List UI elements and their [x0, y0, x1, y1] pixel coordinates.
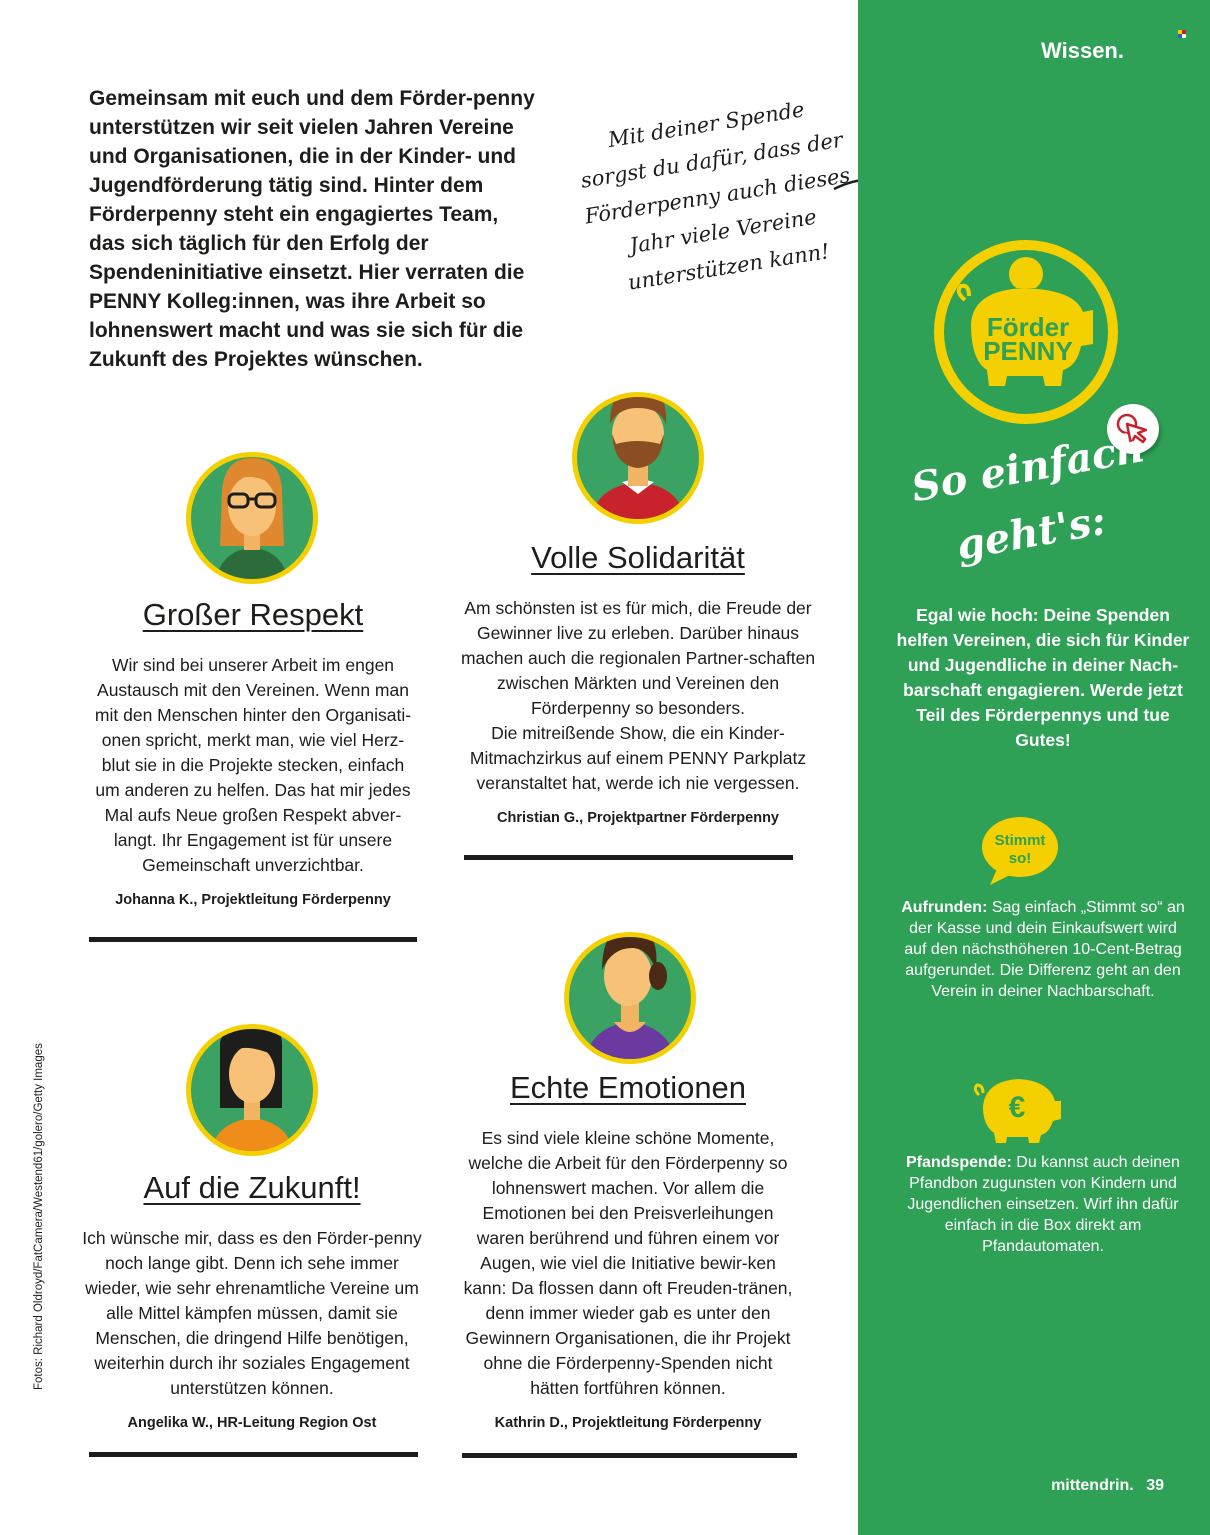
block-solidaritaet-body-1: Am schönsten ist es für mich, die Freude der Gewinner live zu erleben. Darüber hinaus machen auch die regionalen Partner-schaften zwischen Märkten und Vereinen den Förderpenny so besonders. — [460, 598, 816, 718]
block-zukunft-signature: Angelika W., HR-Leitung Region Ost — [127, 1415, 377, 1431]
logo-text-line1: Förder — [986, 312, 1070, 342]
intro-paragraph: Gemeinsam mit euch und dem Förder-penny unterstützen wir seit vielen Jahren Vereine und Organisationen, die in der Kinder- und Jugendförderung tätig sind. Hinter dem Förderpenny steht ein engagiertes Team, das sich täglich für den Erfolg der Spendeninitiative einsetzt. Hier verraten die PENNY Kolleg:innen, was ihre Arbeit so lohnenswert macht und was sie sich für die Zukunft des Projektes wünschen. — [89, 87, 535, 371]
foerderpenny-logo — [927, 240, 1125, 425]
block-emotionen-title: Echte Emotionen — [509, 1070, 747, 1105]
sidebar-intro: Egal wie hoch: Deine Spenden helfen Vereinen, die sich für Kinder und Jugendliche in deiner Nach-barschaft engagieren. Werde jetzt Teil des Förderpennys und tue Gutes! — [896, 605, 1190, 750]
block-respekt-title: Großer Respekt — [142, 597, 364, 632]
photo-credit: Fotos: Richard Oldroyd/FatCamera/Westend61/golero/Getty Images — [33, 1043, 45, 1390]
avatar-kathrin — [562, 930, 698, 1066]
block-respekt — [88, 597, 418, 908]
aufrunden-description: Sag einfach „Stimmt so“ an der Kasse und dein Einkaufswert wird auf den nächsthöheren 10-Cent-Betrag aufgerundet. Die Differenz geht an den Verein in deiner Nachbarschaft. — [904, 899, 1185, 1000]
speech-bubble-icon — [980, 815, 1060, 887]
block-respekt-signature: Johanna K., Projektleitung Förderpenny — [115, 892, 391, 908]
handwritten-note: Mit deiner Spende sorgst du dafür, dass der Förderpenny auch dieses Jahr viele Vereine unterstützen kann! — [579, 97, 852, 295]
page-number: 39 — [1146, 1477, 1164, 1494]
block-solidaritaet-signature: Christian G., Projektpartner Förderpenny — [497, 810, 779, 826]
block-solidaritaet-title: Volle Solidarität — [531, 540, 745, 575]
divider-solidaritaet — [464, 855, 793, 860]
section-label: Wissen. — [1041, 38, 1124, 63]
euro-symbol: € — [1008, 1091, 1026, 1124]
sidebar — [858, 0, 1210, 1535]
divider-zukunft — [89, 1452, 418, 1457]
bubble-text-line2: so! — [1008, 850, 1032, 867]
pfandspende-label: Pfandspende: — [906, 1154, 1012, 1171]
avatar-christian — [570, 390, 706, 526]
logo-text-line2: PENNY — [983, 336, 1073, 366]
sidebar-heading-line2: geht's: — [953, 496, 1110, 570]
block-zukunft-body: Ich wünsche mir, dass es den Förder-penny noch lange gibt. Denn ich sehe immer wieder, wie sehr ehrenamtliche Vereine um alle Mittel kämpfen müssen, damit sie Menschen, die dringend Hilfe benötigen, weiterhin durch ihr soziales Engagement unterstützen können. — [82, 1228, 422, 1398]
block-emotionen — [458, 1070, 798, 1431]
block-zukunft — [82, 1170, 422, 1431]
piggy-bank-euro-icon — [973, 1075, 1063, 1143]
block-emotionen-signature: Kathrin D., Projektleitung Förderpenny — [494, 1415, 762, 1431]
aufrunden-text — [898, 897, 1188, 1002]
aufrunden-label: Aufrunden: — [901, 899, 988, 916]
magazine-name: mittendrin. — [1051, 1477, 1134, 1494]
sidebar-heading — [908, 424, 1178, 585]
block-emotionen-body: Es sind viele kleine schöne Momente, welche die Arbeit für den Förderpenny so lohnenswert machen. Vor allem die Emotionen bei den Preisverleihungen waren berührend und führen einem vor Augen, wie viel die Initiative bewir-ken kann: Da flossen dann oft Freuden-tränen, denn immer wieder gab es unter den Gewinnern Organisationen, die ihr Projekt ohne die Förderpenny-Spenden nicht hätten fortführen können. — [463, 1128, 793, 1398]
block-solidaritaet — [458, 540, 818, 826]
block-zukunft-title: Auf die Zukunft! — [143, 1170, 361, 1205]
block-solidaritaet-body-2: Die mitreißende Show, die ein Kinder-Mitmachzirkus auf einem PENNY Parkplatz veranstaltet hat, werde ich nie vergessen. — [469, 723, 807, 793]
avatar-johanna — [184, 450, 320, 586]
color-dots-icon — [1178, 30, 1186, 38]
bubble-text-line1: Stimmt — [994, 832, 1046, 849]
pfandspende-description: Du kannst auch deinen Pfandbon zugunsten von Kindern und Jugendlichen einsetzen. Wirf ihn dafür einfach in die Box direkt am Pfandautomaten. — [907, 1154, 1180, 1255]
sidebar-heading-line1: So einfach — [908, 424, 1149, 512]
block-respekt-body: Wir sind bei unserer Arbeit im engen Austausch mit den Vereinen. Wenn man mit den Menschen hinter den Organisati-onen spricht, merkt man, wie viel Herz-blut sie in die Projekte stecken, einfach um anderen zu helfen. Das hat mir jedes Mal aufs Neue großen Respekt abver-langt. Ihr Engagement ist für unsere Gemeinschaft unverzichtbar. — [94, 655, 412, 875]
divider-emotionen — [462, 1453, 797, 1458]
pfandspende-text — [898, 1152, 1188, 1257]
page-footer — [1051, 1477, 1164, 1495]
divider-respekt — [89, 937, 417, 942]
avatar-angelika — [184, 1022, 320, 1158]
